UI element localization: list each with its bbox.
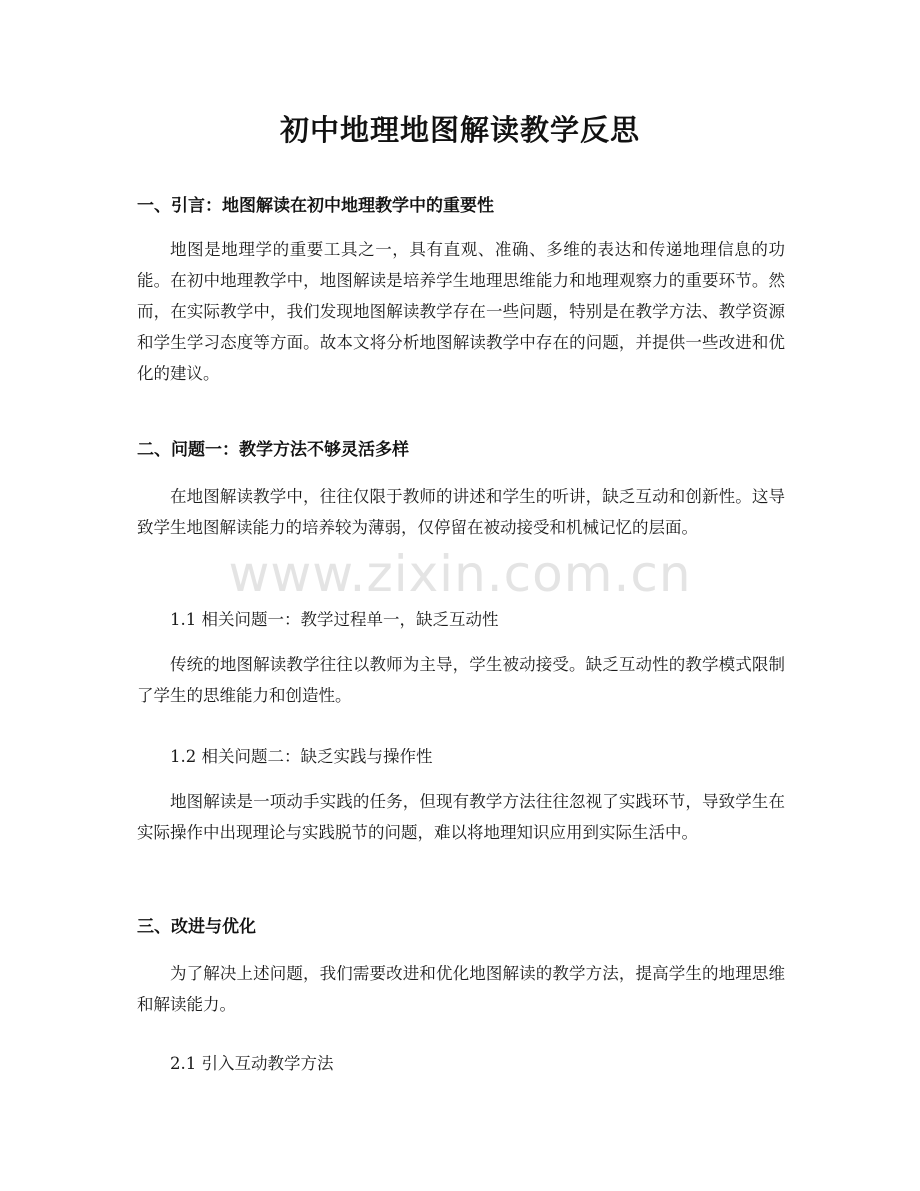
paragraph-1-2: 地图解读是一项动手实践的任务，但现有教学方法往往忽视了实践环节，导致学生在实际操作中出现理论与实践脱节的问题，难以将地理知识应用到实际生活中。 — [137, 792, 785, 842]
paragraph-improvement: 为了解决上述问题，我们需要改进和优化地图解读的教学方法，提高学生的地理思维和解读能力。 — [137, 964, 785, 1014]
paragraph-intro: 地图是地理学的重要工具之一，具有直观、准确、多维的表达和传递地理信息的功能。在初中地理教学中，地图解读是培养学生地理思维能力和地理观察力的重要环节。然而，在实际教学中，我们发现地图解读教学存在一些问题，特别是在教学方法、教学资源和学生学习态度等方面。故本文将分析地图解读教学中存在的问题，并提供一些改进和优化的建议。 — [137, 240, 785, 383]
section-heading-improvement: 三、改进与优化 — [137, 917, 256, 937]
subheading-2-1: 2.1 引入互动教学方法 — [170, 1054, 334, 1073]
document-title: 初中地理地图解读教学反思 — [279, 113, 640, 147]
section-heading-problem-one: 二、问题一：教学方法不够灵活多样 — [137, 440, 409, 460]
subheading-1-2: 1.2 相关问题二：缺乏实践与操作性 — [170, 747, 433, 766]
section-heading-intro: 一、引言：地图解读在初中地理教学中的重要性 — [137, 196, 494, 216]
paragraph-problem-one: 在地图解读教学中，往往仅限于教师的讲述和学生的听讲，缺乏互动和创新性。这导致学生地图解读能力的培养较为薄弱，仅停留在被动接受和机械记忆的层面。 — [137, 487, 785, 537]
watermark: www.zixin.com.cn — [228, 545, 692, 603]
subheading-1-1: 1.1 相关问题一：教学过程单一，缺乏互动性 — [170, 610, 499, 629]
paragraph-1-1: 传统的地图解读教学往往以教师为主导，学生被动接受。缺乏互动性的教学模式限制了学生的思维能力和创造性。 — [137, 655, 785, 705]
